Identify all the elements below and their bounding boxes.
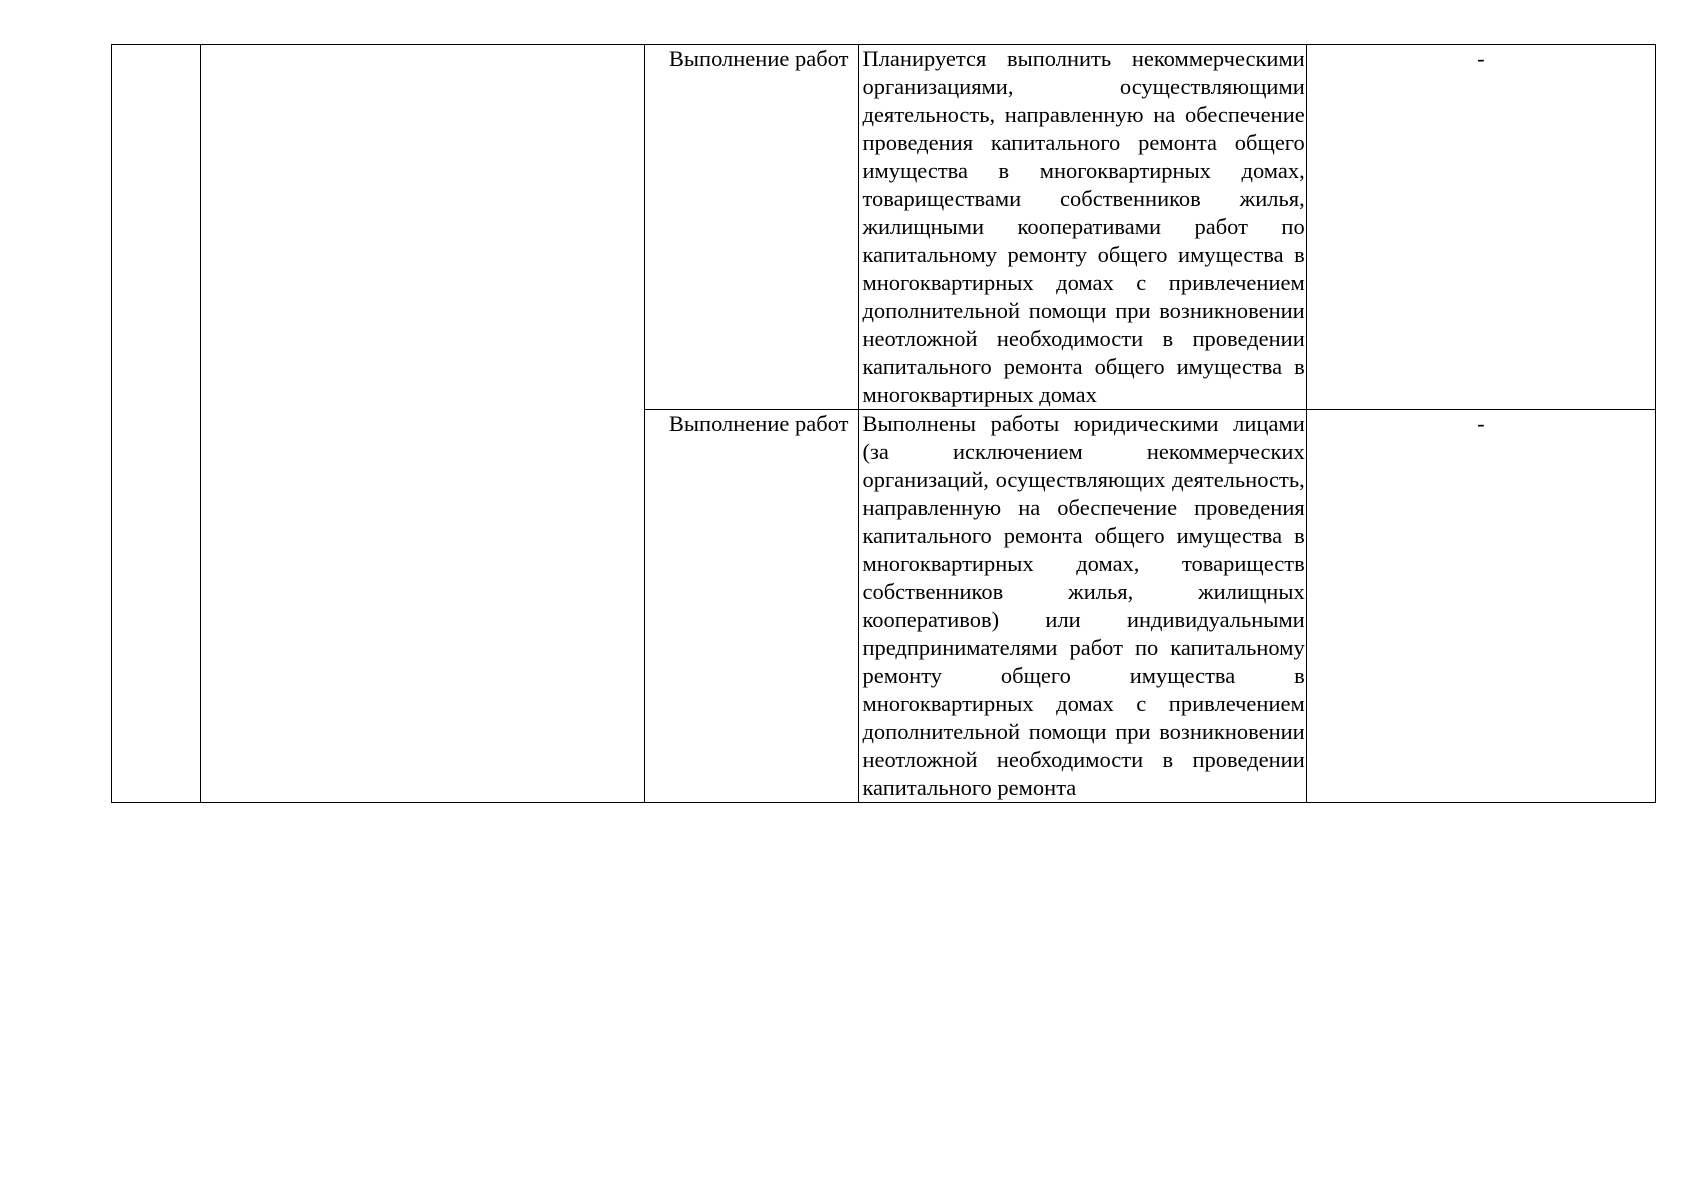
number-cell [112, 45, 201, 803]
description-cell [859, 410, 1306, 803]
work-type-cell [645, 410, 859, 803]
value-cell [1306, 45, 1655, 410]
value-text: - [1477, 46, 1485, 71]
table-row [112, 45, 1656, 410]
work-type-text: Выполнение работ [668, 411, 849, 436]
description-text: Планируется выполнить некоммерческими организациями, осуществляющими деятельность, направленную на обеспечение проведения капитального ремонта общего имущества в многоквартирных домах, товариществами собственников жилья, жилищными кооперативами работ по капитальному ремонту общего имущества в многоквартирных домах с привлечением дополнительной помощи при возникновении неотложной необходимости в проведении капитального ремонта общего имущества в многоквартирных домах [862, 46, 1305, 407]
data-table [111, 44, 1656, 803]
work-type-cell [645, 45, 859, 410]
value-cell [1306, 410, 1655, 803]
value-text: - [1477, 411, 1485, 436]
name-cell [201, 45, 645, 803]
work-type-text: Выполнение работ [668, 46, 849, 71]
description-text: Выполнены работы юридическими лицами (за исключением некоммерческих организаций, осуществляющих деятельность, направленную на обеспечение проведения капитального ремонта общего имущества в многоквартирных домах, товариществ собственников жилья, жилищных кооперативов) или индивидуальными предпринимателями работ по капитальному ремонту общего имущества в многоквартирных домах с привлечением дополнительной помощи при возникновении неотложной необходимости в проведении капитального ремонта [862, 411, 1305, 800]
description-cell [859, 45, 1306, 410]
